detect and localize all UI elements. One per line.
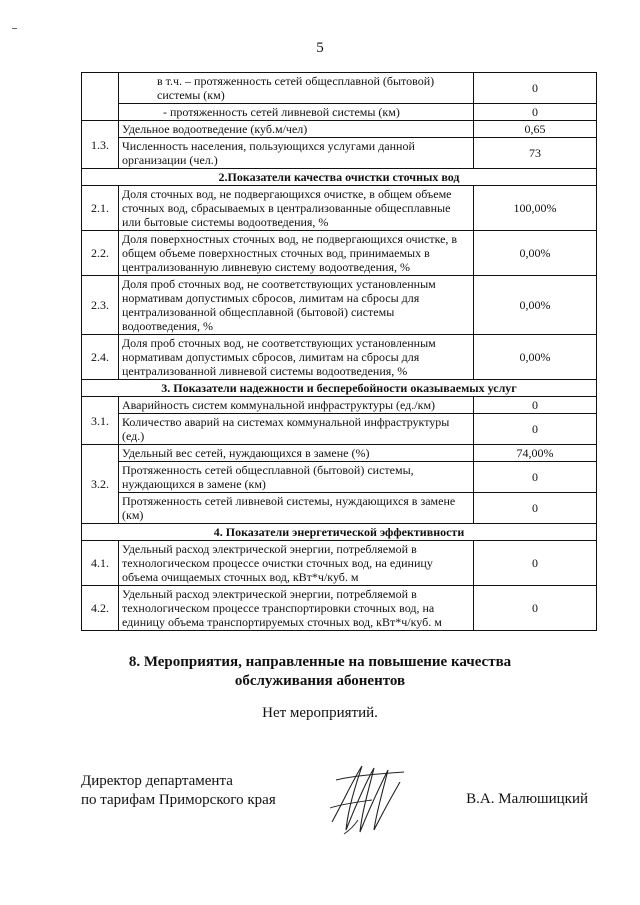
signatory-title-line: по тарифам Приморского края [81,792,276,808]
row-value: 0 [474,414,597,445]
row-number: 3.1. [82,397,119,445]
no-activities-text: Нет мероприятий. [262,705,378,721]
row-label: Удельный расход электрической энергии, потребляемой в технологическом процессе очистки сточных вод, на единицу объема очищаемых сточных вод, кВт*ч/куб. м [119,541,474,586]
row-number: 3.2. [82,445,119,524]
row-value: 0,00% [474,335,597,380]
row-label: в т.ч. – протяженность сетей общесплавной (бытовой) системы (км) [119,73,474,104]
row-number: 2.3. [82,276,119,335]
row-label: Доля проб сточных вод, не соответствующих установленным нормативам допустимых сбросов, лимитам на сбросы для централизованной общесплавной (бытовой) системы водоотведения, % [119,276,474,335]
heading-line: 8. Мероприятия, направленные на повышение качества [128,654,512,670]
table-row [82,73,597,104]
row-number: 4.1. [82,541,119,586]
section-header [82,380,597,397]
heading-line: обслуживания абонентов [234,673,406,689]
row-number: 2.1. [82,186,119,231]
table-row [82,414,597,445]
section-title: 2.Показатели качества очистки сточных вод [82,169,597,186]
row-label: Удельное водоотведение (куб.м/чел) [119,121,474,138]
row-label: Доля проб сточных вод, не соответствующих установленным нормативам допустимых сбросов, лимитам на сбросы для централизованной ливневой системы водоотведения, % [119,335,474,380]
indicators-table [81,72,597,631]
row-value: 0 [474,493,597,524]
table-row [82,462,597,493]
section-heading [0,653,640,691]
signatory-title-line: Директор департамента [81,773,233,789]
table-row [82,541,597,586]
handwritten-signature [324,760,410,838]
row-label: Протяженность сетей ливневой системы, нуждающихся в замене (км) [119,493,474,524]
row-value: 0 [474,541,597,586]
row-number: 4.2. [82,586,119,631]
row-label: Удельный вес сетей, нуждающихся в замене (%) [119,445,474,462]
table-row [82,104,597,121]
row-value: 74,00% [474,445,597,462]
table-row [82,493,597,524]
row-number: 2.4. [82,335,119,380]
section-header [82,169,597,186]
table-row [82,276,597,335]
row-number: 1.3. [82,121,119,169]
table-row [82,397,597,414]
row-label: Доля сточных вод, не подвергающихся очистке, в общем объеме сточных вод, сбрасываемых в централизованные общесплавные или бытовые системы водоотведения, % [119,186,474,231]
row-label: Аварийность систем коммунальной инфраструктуры (ед./км) [119,397,474,414]
table-row [82,121,597,138]
row-label: Удельный расход электрической энергии, потребляемой в технологическом процессе транспортировки сточных вод, на единицу объема транспортируемых сточных вод, кВт*ч/куб. м [119,586,474,631]
table-row [82,445,597,462]
row-label: Доля поверхностных сточных вод, не подвергающихся очистке, в общем объеме поверхностных сточных вод, принимаемых в централизованную ливневую систему водоотведения, % [119,231,474,276]
table-row [82,586,597,631]
row-label: Количество аварий на системах коммунальной инфраструктуры (ед.) [119,414,474,445]
row-value: 73 [474,138,597,169]
row-label: Численность населения, пользующихся услугами данной организации (чел.) [119,138,474,169]
row-value: 0 [474,104,597,121]
section-title: 3. Показатели надежности и бесперебойности оказываемых услуг [82,380,597,397]
section-header [82,524,597,541]
section-title: 4. Показатели энергетической эффективности [82,524,597,541]
row-value: 100,00% [474,186,597,231]
table-row [82,138,597,169]
table-row [82,186,597,231]
table-row [82,335,597,380]
row-value: 0,65 [474,121,597,138]
row-value: 0 [474,462,597,493]
row-value: 0 [474,397,597,414]
row-label: - протяженность сетей ливневой системы (км) [119,104,474,121]
page-number: 5 [316,40,324,56]
table-row [82,231,597,276]
scan-mark [12,28,17,29]
signatory-title [81,772,276,810]
signatory-name: В.А. Малюшицкий [466,791,588,807]
row-value: 0 [474,586,597,631]
row-value: 0,00% [474,231,597,276]
row-number: 2.2. [82,231,119,276]
row-label: Протяженность сетей общесплавной (бытовой) системы, нуждающихся в замене (км) [119,462,474,493]
row-value: 0 [474,73,597,104]
row-value: 0,00% [474,276,597,335]
row-number-cell [82,73,119,121]
